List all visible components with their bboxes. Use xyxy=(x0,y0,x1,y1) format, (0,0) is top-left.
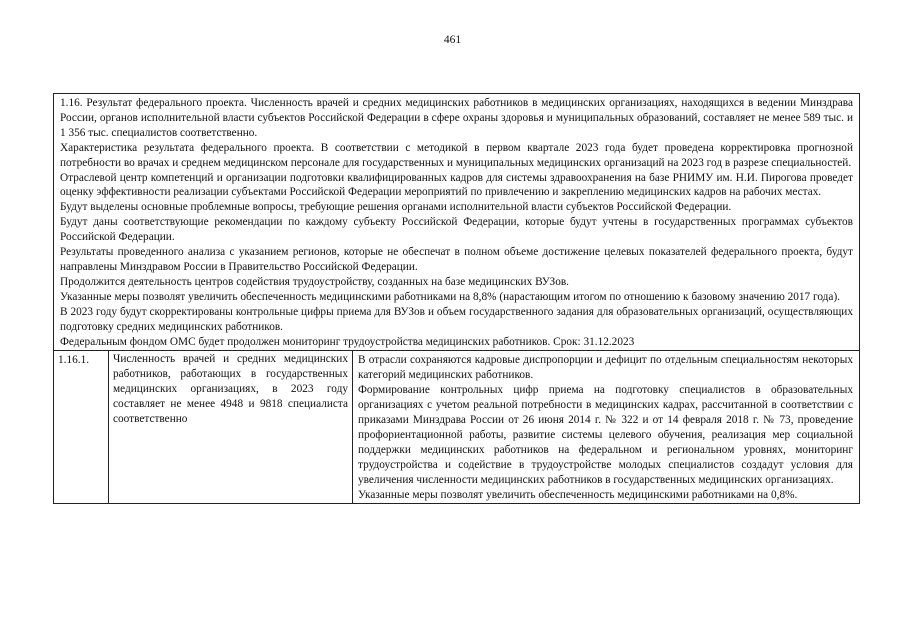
paragraph-recommendations: Будут даны соответствующие рекомендации по каждому субъекту Российской Федерации, которые будут учтены в государственных программах субъектов Российской Федерации. xyxy=(60,216,853,244)
result-block-row xyxy=(54,94,860,351)
paragraph-oms-monitoring: Федеральным фондом ОМС будет продолжен мониторинг трудоустройства медицинских работников. Срок: 31.12.2023 xyxy=(60,335,635,348)
measures-cell xyxy=(353,351,860,504)
result-description-cell xyxy=(54,94,860,351)
document-table xyxy=(53,93,860,504)
indicator-row xyxy=(54,351,860,504)
indicator-description-cell xyxy=(109,351,353,504)
indicator-number-cell: 1.16.1. xyxy=(54,351,109,504)
paragraph-competence-center: Отраслевой центр компетенций и организации подготовки квалифицированных кадров для системы здравоохранения на базе РНИМУ им. Н.И. Пирогова проведет оценку эффективности реализации субъектами Российской Федерации мероприятий по привлечению и закреплению медицинских кадров на рабочих местах. xyxy=(60,171,853,199)
paragraph-result-heading: 1.16. Результат федерального проекта. Численность врачей и средних медицинских работников в медицинских организациях, находящихся в ведении Минздрава России, органов исполнительной власти субъектов Российской Федерации в сфере охраны здоровья и муниципальных образований, составляет не менее 589 тыс. и 1 356 тыс. специалистов соответственно. xyxy=(60,97,853,139)
paragraph-admission-figures: В 2023 году будут скорректированы контрольные цифры приема для ВУЗов и объем государственного задания для образовательных организаций, осуществляющих подготовку средних медицинских работников. xyxy=(60,305,853,333)
indicator-text: Численность врачей и средних медицинских работников, работающих в государственных медицинских организациях, в 2023 году составляет не менее 4948 и 9818 специалиста соответственно xyxy=(113,353,348,426)
measures-paragraph-coverage: Указанные меры позволят увеличить обеспеченность медицинскими работниками на 0,8%. xyxy=(358,488,798,501)
paragraph-problem-issues: Будут выделены основные проблемные вопросы, требующие решения органами исполнительной власти субъектов Российской Федерации. xyxy=(60,201,732,214)
measures-paragraph-disproportions: В отрасли сохраняются кадровые диспропорции и дефицит по отдельным специальностям некоторых категорий медицинских работников. xyxy=(358,354,853,382)
measures-paragraph-admission-quotas: Формирование контрольных цифр приема на подготовку специалистов в образовательных организациях с учетом реальной потребности в медицинских кадрах, рассчитанной в соответствии с приказами Минздрава России от 26 июня 2014 г. № 322 и от 14 февраля 2018 г. № 73, проведение профориентационной работы, развитие системы целевого обучения, реализация мер социальной поддержки медицинских работников на федеральном и региональном уровнях, мониторинг трудоустройства и содействие в трудоустройстве молодых специалистов создадут условия для увеличения численности медицинских работников в государственных медицинских организациях. xyxy=(358,384,853,486)
page-number: 461 xyxy=(443,34,462,46)
paragraph-employment-centers: Продолжится деятельность центров содействия трудоустройству, созданных на базе медицинских ВУЗов. xyxy=(60,275,570,288)
paragraph-coverage-increase: Указанные меры позволят увеличить обеспеченность медицинскими работниками на 8,8% (нарастающим итогом по отношению к базовому значению 2017 года). xyxy=(60,290,841,303)
paragraph-analysis-results: Результаты проведенного анализа с указанием регионов, которые не обеспечат в полном объеме достижение целевых показателей федерального проекта, будут направлены Минздравом России в Правительство Российской Федерации. xyxy=(60,246,853,273)
paragraph-result-characteristic: Характеристика результата федерального проекта. В соответствии с методикой в первом квартале 2023 года будет проведена корректировка прогнозной потребности во врачах и среднем медицинском персонале для государственных и муниципальных медицинских организаций на 2023 год в разрезе специальностей. xyxy=(60,141,853,169)
